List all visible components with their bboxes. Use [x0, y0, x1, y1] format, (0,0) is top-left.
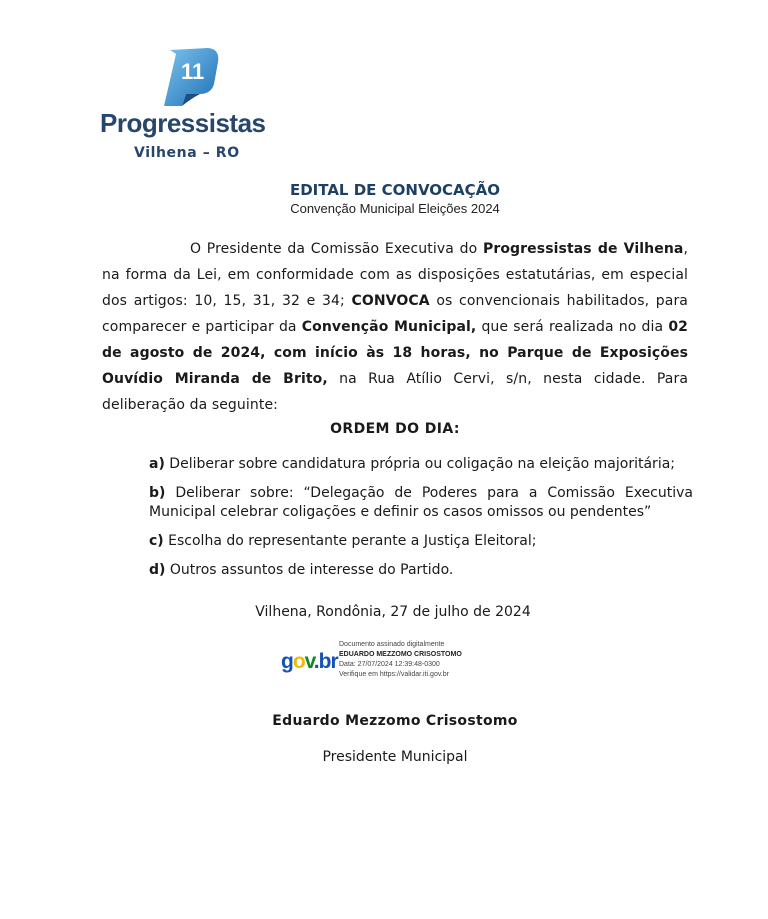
- agenda-item-text: Escolha do representante perante a Justiça Eleitoral;: [163, 533, 537, 549]
- document-title: EDITAL DE CONVOCAÇÃO: [289, 181, 501, 199]
- agenda-item-text: Outros assuntos de interesse do Partido.: [165, 562, 454, 578]
- paragraph-text: O Presidente da Comissão Executiva do: [190, 241, 483, 257]
- agenda-item: [149, 532, 693, 551]
- agenda-item: [149, 455, 693, 474]
- signature-name: EDUARDO MEZZOMO CRISOSTOMO: [339, 651, 462, 658]
- place-date: Vilhena, Rondônia, 27 de julho de 2024: [255, 604, 531, 620]
- signer-role: Presidente Municipal: [322, 749, 468, 765]
- signature-verify: Verifique em https://validar.iti.gov.br: [339, 671, 449, 678]
- digital-signature-stamp: [281, 640, 481, 688]
- agenda-item-letter: b): [149, 485, 166, 501]
- paragraph-text: os convencionais habilitados, para comparecer e participar da: [102, 293, 688, 335]
- agenda-item-letter: d): [149, 562, 166, 578]
- party-number: 11: [181, 59, 205, 84]
- agenda-item-letter: a): [149, 456, 165, 472]
- event-date-place: 02 de agosto de 2024, com início às 18 horas, no Parque de Exposições Ouvídio Miranda de Brito,: [102, 319, 688, 387]
- paragraph-text: que será realizada no dia: [476, 319, 669, 335]
- signer-name: Eduardo Mezzomo Crisostomo: [272, 713, 518, 729]
- party-city: Vilhena – RO: [134, 145, 240, 161]
- agenda-item-letter: c): [149, 533, 164, 549]
- party-logo: [96, 46, 278, 166]
- agenda-item-text: Deliberar sobre: “Delegação de Poderes para a Comissão Executiva Municipal celebrar coligações e definir os casos omissos ou pendentes”: [149, 485, 693, 520]
- agenda-item: [149, 561, 693, 580]
- party-name: Progressistas de Vilhena: [482, 241, 684, 257]
- govbr-logo: gov.br: [281, 650, 338, 673]
- paragraph-text: , na forma da Lei, em conformidade com as disposições estatutárias, em especial dos artigos: 10, 15, 31, 32 e 34;: [102, 241, 689, 309]
- party-wordmark: Progressistas: [100, 108, 266, 138]
- agenda-item-text: Deliberar sobre candidatura própria ou coligação na eleição majoritária;: [164, 456, 675, 472]
- signature-label: Documento assinado digitalmente: [339, 641, 445, 648]
- signature-date: Data: 27/07/2024 12:39:48-0300: [339, 661, 440, 668]
- convocation-paragraph: [102, 236, 688, 418]
- agenda-item: [149, 484, 693, 522]
- paragraph-text: na Rua Atílio Cervi, s/n, nesta cidade. Para deliberação da seguinte:: [102, 371, 688, 413]
- convoca-keyword: CONVOCA: [351, 293, 430, 309]
- convention-name: Convenção Municipal,: [301, 319, 477, 335]
- agenda-title: ORDEM DO DIA:: [330, 421, 460, 437]
- document-subtitle: Convenção Municipal Eleições 2024: [290, 201, 500, 216]
- agenda-list: [149, 455, 693, 580]
- signature-details: [339, 640, 462, 680]
- party-emblem-icon: [156, 46, 226, 108]
